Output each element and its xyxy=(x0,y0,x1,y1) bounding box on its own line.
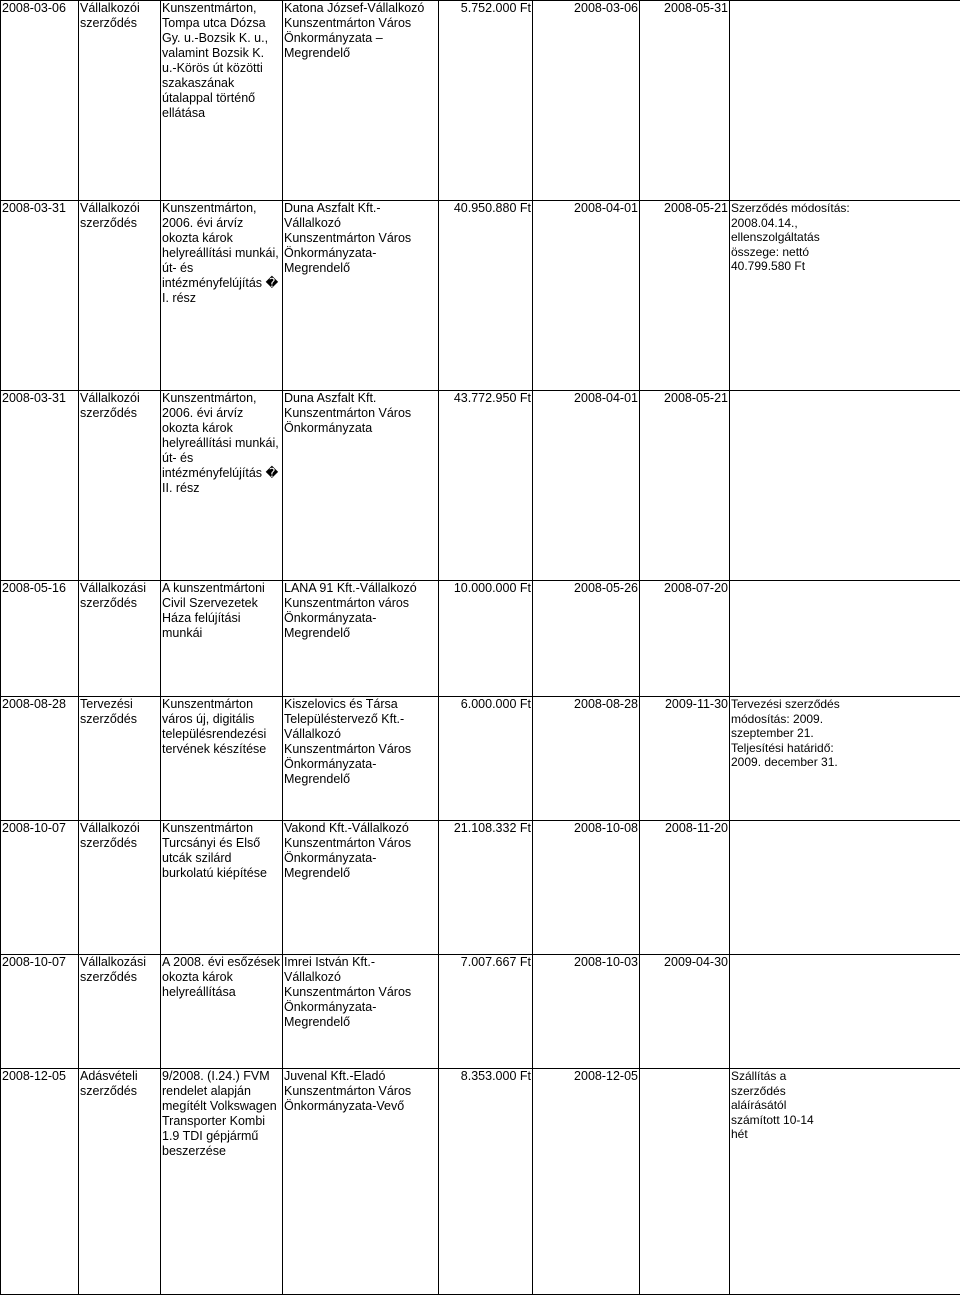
contract-parties: Duna Aszfalt Kft.- Vállalkozó Kunszentmárton Város Önkormányzata- Megrendelő xyxy=(283,201,439,391)
contract-end: 2008-05-21 xyxy=(640,391,730,581)
contract-note xyxy=(730,391,960,581)
table-row xyxy=(1,201,960,391)
contract-amount: 43.772.950 Ft xyxy=(439,391,533,581)
contract-start: 2008-04-01 xyxy=(533,201,640,391)
contract-start: 2008-10-08 xyxy=(533,821,640,955)
contract-end: 2008-05-21 xyxy=(640,201,730,391)
contract-amount: 7.007.667 Ft xyxy=(439,955,533,1069)
contract-amount: 10.000.000 Ft xyxy=(439,581,533,697)
contract-date: 2008-08-28 xyxy=(1,697,79,821)
contract-type: Vállalkozási szerződés xyxy=(79,581,161,697)
contract-amount: 8.353.000 Ft xyxy=(439,1069,533,1295)
contract-subject: 9/2008. (I.24.) FVM rendelet alapján megítélt Volkswagen Transporter Kombi 1.9 TDI gépjármű beszerzése xyxy=(161,1069,283,1295)
contract-end: 2009-04-30 xyxy=(640,955,730,1069)
contract-subject: Kunszentmárton, Tompa utca Dózsa Gy. u.-Bozsik K. u., valamint Bozsik K. u.-Körös út közötti szakaszának útalappal történő ellátása xyxy=(161,1,283,201)
contract-type: Vállalkozói szerződés xyxy=(79,1,161,201)
contract-amount: 40.950.880 Ft xyxy=(439,201,533,391)
contract-note xyxy=(730,1,960,201)
contract-date: 2008-03-06 xyxy=(1,1,79,201)
contract-note xyxy=(730,821,960,955)
contract-end xyxy=(640,1069,730,1295)
table-row xyxy=(1,581,960,697)
contract-note: Szállítás a szerződés aláírásától számított 10-14 hét xyxy=(730,1069,960,1295)
contract-subject: Kunszentmárton, 2006. évi árvíz okozta károk helyreállítási munkái, út- és intézményfelújítás � I. rész xyxy=(161,201,283,391)
table-row xyxy=(1,697,960,821)
contract-parties: Duna Aszfalt Kft. Kunszentmárton Város Önkormányzata xyxy=(283,391,439,581)
contract-end: 2008-11-20 xyxy=(640,821,730,955)
contract-date: 2008-10-07 xyxy=(1,821,79,955)
contract-parties: Katona József-Vállalkozó Kunszentmárton Város Önkormányzata – Megrendelő xyxy=(283,1,439,201)
contract-start: 2008-05-26 xyxy=(533,581,640,697)
table-row xyxy=(1,391,960,581)
contract-type: Vállalkozói szerződés xyxy=(79,821,161,955)
contract-parties: Kiszelovics és Társa Településtervező Kft.- Vállalkozó Kunszentmárton Város Önkormányzata- Megrendelő xyxy=(283,697,439,821)
table-row xyxy=(1,1069,960,1295)
contract-note xyxy=(730,955,960,1069)
contract-start: 2008-12-05 xyxy=(533,1069,640,1295)
contract-start: 2008-04-01 xyxy=(533,391,640,581)
contract-parties: Imrei István Kft.- Vállalkozó Kunszentmárton Város Önkormányzata- Megrendelő xyxy=(283,955,439,1069)
contract-date: 2008-03-31 xyxy=(1,391,79,581)
contract-start: 2008-03-06 xyxy=(533,1,640,201)
contract-amount: 21.108.332 Ft xyxy=(439,821,533,955)
contract-type: Vállalkozói szerződés xyxy=(79,391,161,581)
contract-date: 2008-05-16 xyxy=(1,581,79,697)
contract-note xyxy=(730,581,960,697)
contract-date: 2008-03-31 xyxy=(1,201,79,391)
contract-note: Szerződés módosítás: 2008.04.14., ellenszolgáltatás összege: nettó 40.799.580 Ft xyxy=(730,201,960,391)
contract-amount: 6.000.000 Ft xyxy=(439,697,533,821)
contract-subject: A 2008. évi esőzések okozta károk helyreállítása xyxy=(161,955,283,1069)
contract-date: 2008-10-07 xyxy=(1,955,79,1069)
contract-start: 2008-10-03 xyxy=(533,955,640,1069)
contract-type: Vállalkozói szerződés xyxy=(79,201,161,391)
contract-type: Adásvételi szerződés xyxy=(79,1069,161,1295)
table-row xyxy=(1,821,960,955)
contract-subject: Kunszentmárton Turcsányi és Első utcák szilárd burkolatú kiépítése xyxy=(161,821,283,955)
table-row xyxy=(1,1,960,201)
contract-amount: 5.752.000 Ft xyxy=(439,1,533,201)
contract-type: Vállalkozási szerződés xyxy=(79,955,161,1069)
contract-parties: Vakond Kft.-Vállalkozó Kunszentmárton Város Önkormányzata- Megrendelő xyxy=(283,821,439,955)
contract-type: Tervezési szerződés xyxy=(79,697,161,821)
contract-subject: Kunszentmárton város új, digitális településrendezési tervének készítése xyxy=(161,697,283,821)
contract-parties: Juvenal Kft.-Eladó Kunszentmárton Város Önkormányzata-Vevő xyxy=(283,1069,439,1295)
contract-subject: A kunszentmártoni Civil Szervezetek Háza felújítási munkái xyxy=(161,581,283,697)
table-row xyxy=(1,955,960,1069)
contract-end: 2009-11-30 xyxy=(640,697,730,821)
contract-parties: LANA 91 Kft.-Vállalkozó Kunszentmárton város Önkormányzata- Megrendelő xyxy=(283,581,439,697)
contract-subject: Kunszentmárton, 2006. évi árvíz okozta károk helyreállítási munkái, út- és intézményfelújítás � II. rész xyxy=(161,391,283,581)
contract-note: Tervezési szerződés módosítás: 2009. szeptember 21. Teljesítési határidő: 2009. december 31. xyxy=(730,697,960,821)
contract-end: 2008-07-20 xyxy=(640,581,730,697)
contract-date: 2008-12-05 xyxy=(1,1069,79,1295)
contract-end: 2008-05-31 xyxy=(640,1,730,201)
contract-start: 2008-08-28 xyxy=(533,697,640,821)
